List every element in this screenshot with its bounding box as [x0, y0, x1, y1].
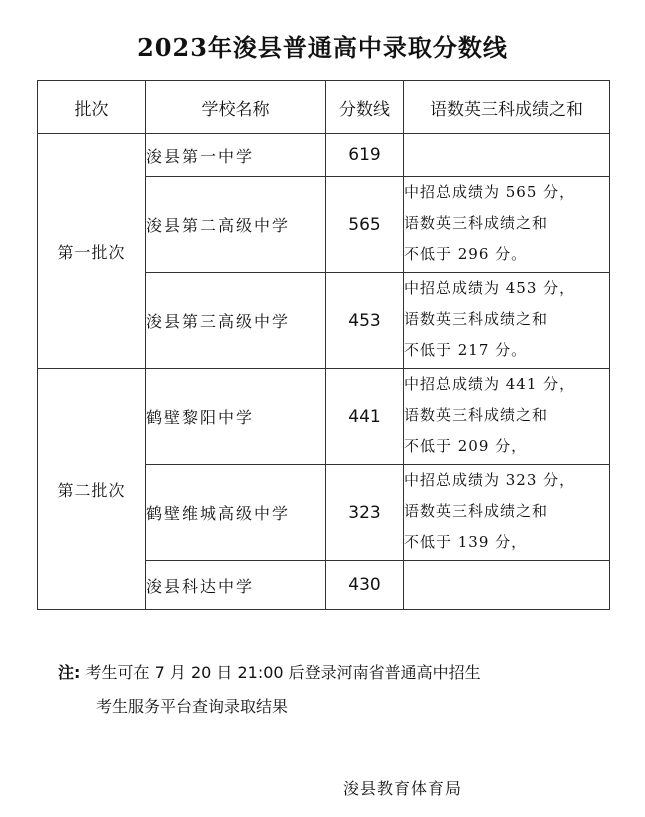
note-line: 语数英三科成绩之和	[404, 406, 549, 424]
requirement-note	[404, 273, 610, 369]
note-line: 中招总成绩为 565 分，	[404, 183, 576, 201]
school-name: 浚县第一中学	[146, 134, 326, 177]
note-line: 中招总成绩为 323 分，	[404, 471, 576, 489]
table-row	[38, 134, 610, 177]
score-value: 441	[326, 369, 404, 465]
school-name: 鹤壁维城高级中学	[146, 465, 326, 561]
footnote-text-2: 考生服务平台查询录取结果	[96, 697, 289, 716]
footnote-line-1	[58, 656, 481, 690]
score-value: 565	[326, 177, 404, 273]
note-line: 中招总成绩为 441 分，	[404, 375, 576, 393]
requirement-note	[404, 465, 610, 561]
note-line: 不低于 209 分，	[404, 437, 528, 455]
header-school-name: 学校名称	[146, 81, 326, 134]
requirement-note	[404, 561, 610, 610]
note-line: 语数英三科成绩之和	[404, 214, 549, 232]
school-name: 浚县第二高级中学	[146, 177, 326, 273]
header-core-subjects-sum: 语数英三科成绩之和	[404, 81, 610, 134]
requirement-note	[404, 134, 610, 177]
note-line: 语数英三科成绩之和	[404, 310, 549, 328]
footnote-text-1: 考生可在 7 月 20 日 21:00 后登录河南省普通高中招生	[85, 663, 481, 682]
school-name: 浚县第三高级中学	[146, 273, 326, 369]
score-value: 430	[326, 561, 404, 610]
note-line: 不低于 139 分，	[404, 533, 528, 551]
requirement-note	[404, 369, 610, 465]
footnote	[58, 656, 481, 724]
score-value: 323	[326, 465, 404, 561]
footnote-label: 注:	[58, 663, 81, 682]
header-score: 分数线	[326, 81, 404, 134]
table-row	[38, 369, 610, 465]
table-header-row	[38, 81, 610, 134]
note-line: 语数英三科成绩之和	[404, 502, 549, 520]
note-line: 不低于 217 分。	[404, 341, 528, 359]
admission-score-table	[37, 80, 610, 610]
batch-label: 第二批次	[38, 369, 146, 610]
page-title: 2023年浚县普通高中录取分数线	[137, 33, 508, 62]
header-batch: 批次	[38, 81, 146, 134]
school-name: 鹤壁黎阳中学	[146, 369, 326, 465]
batch-label: 第一批次	[38, 134, 146, 369]
note-line: 中招总成绩为 453 分，	[404, 279, 576, 297]
score-value: 453	[326, 273, 404, 369]
issuer-signature: 浚县教育体育局	[343, 779, 463, 798]
score-value: 619	[326, 134, 404, 177]
school-name: 浚县科达中学	[146, 561, 326, 610]
requirement-note	[404, 177, 610, 273]
note-line: 不低于 296 分。	[404, 245, 528, 263]
